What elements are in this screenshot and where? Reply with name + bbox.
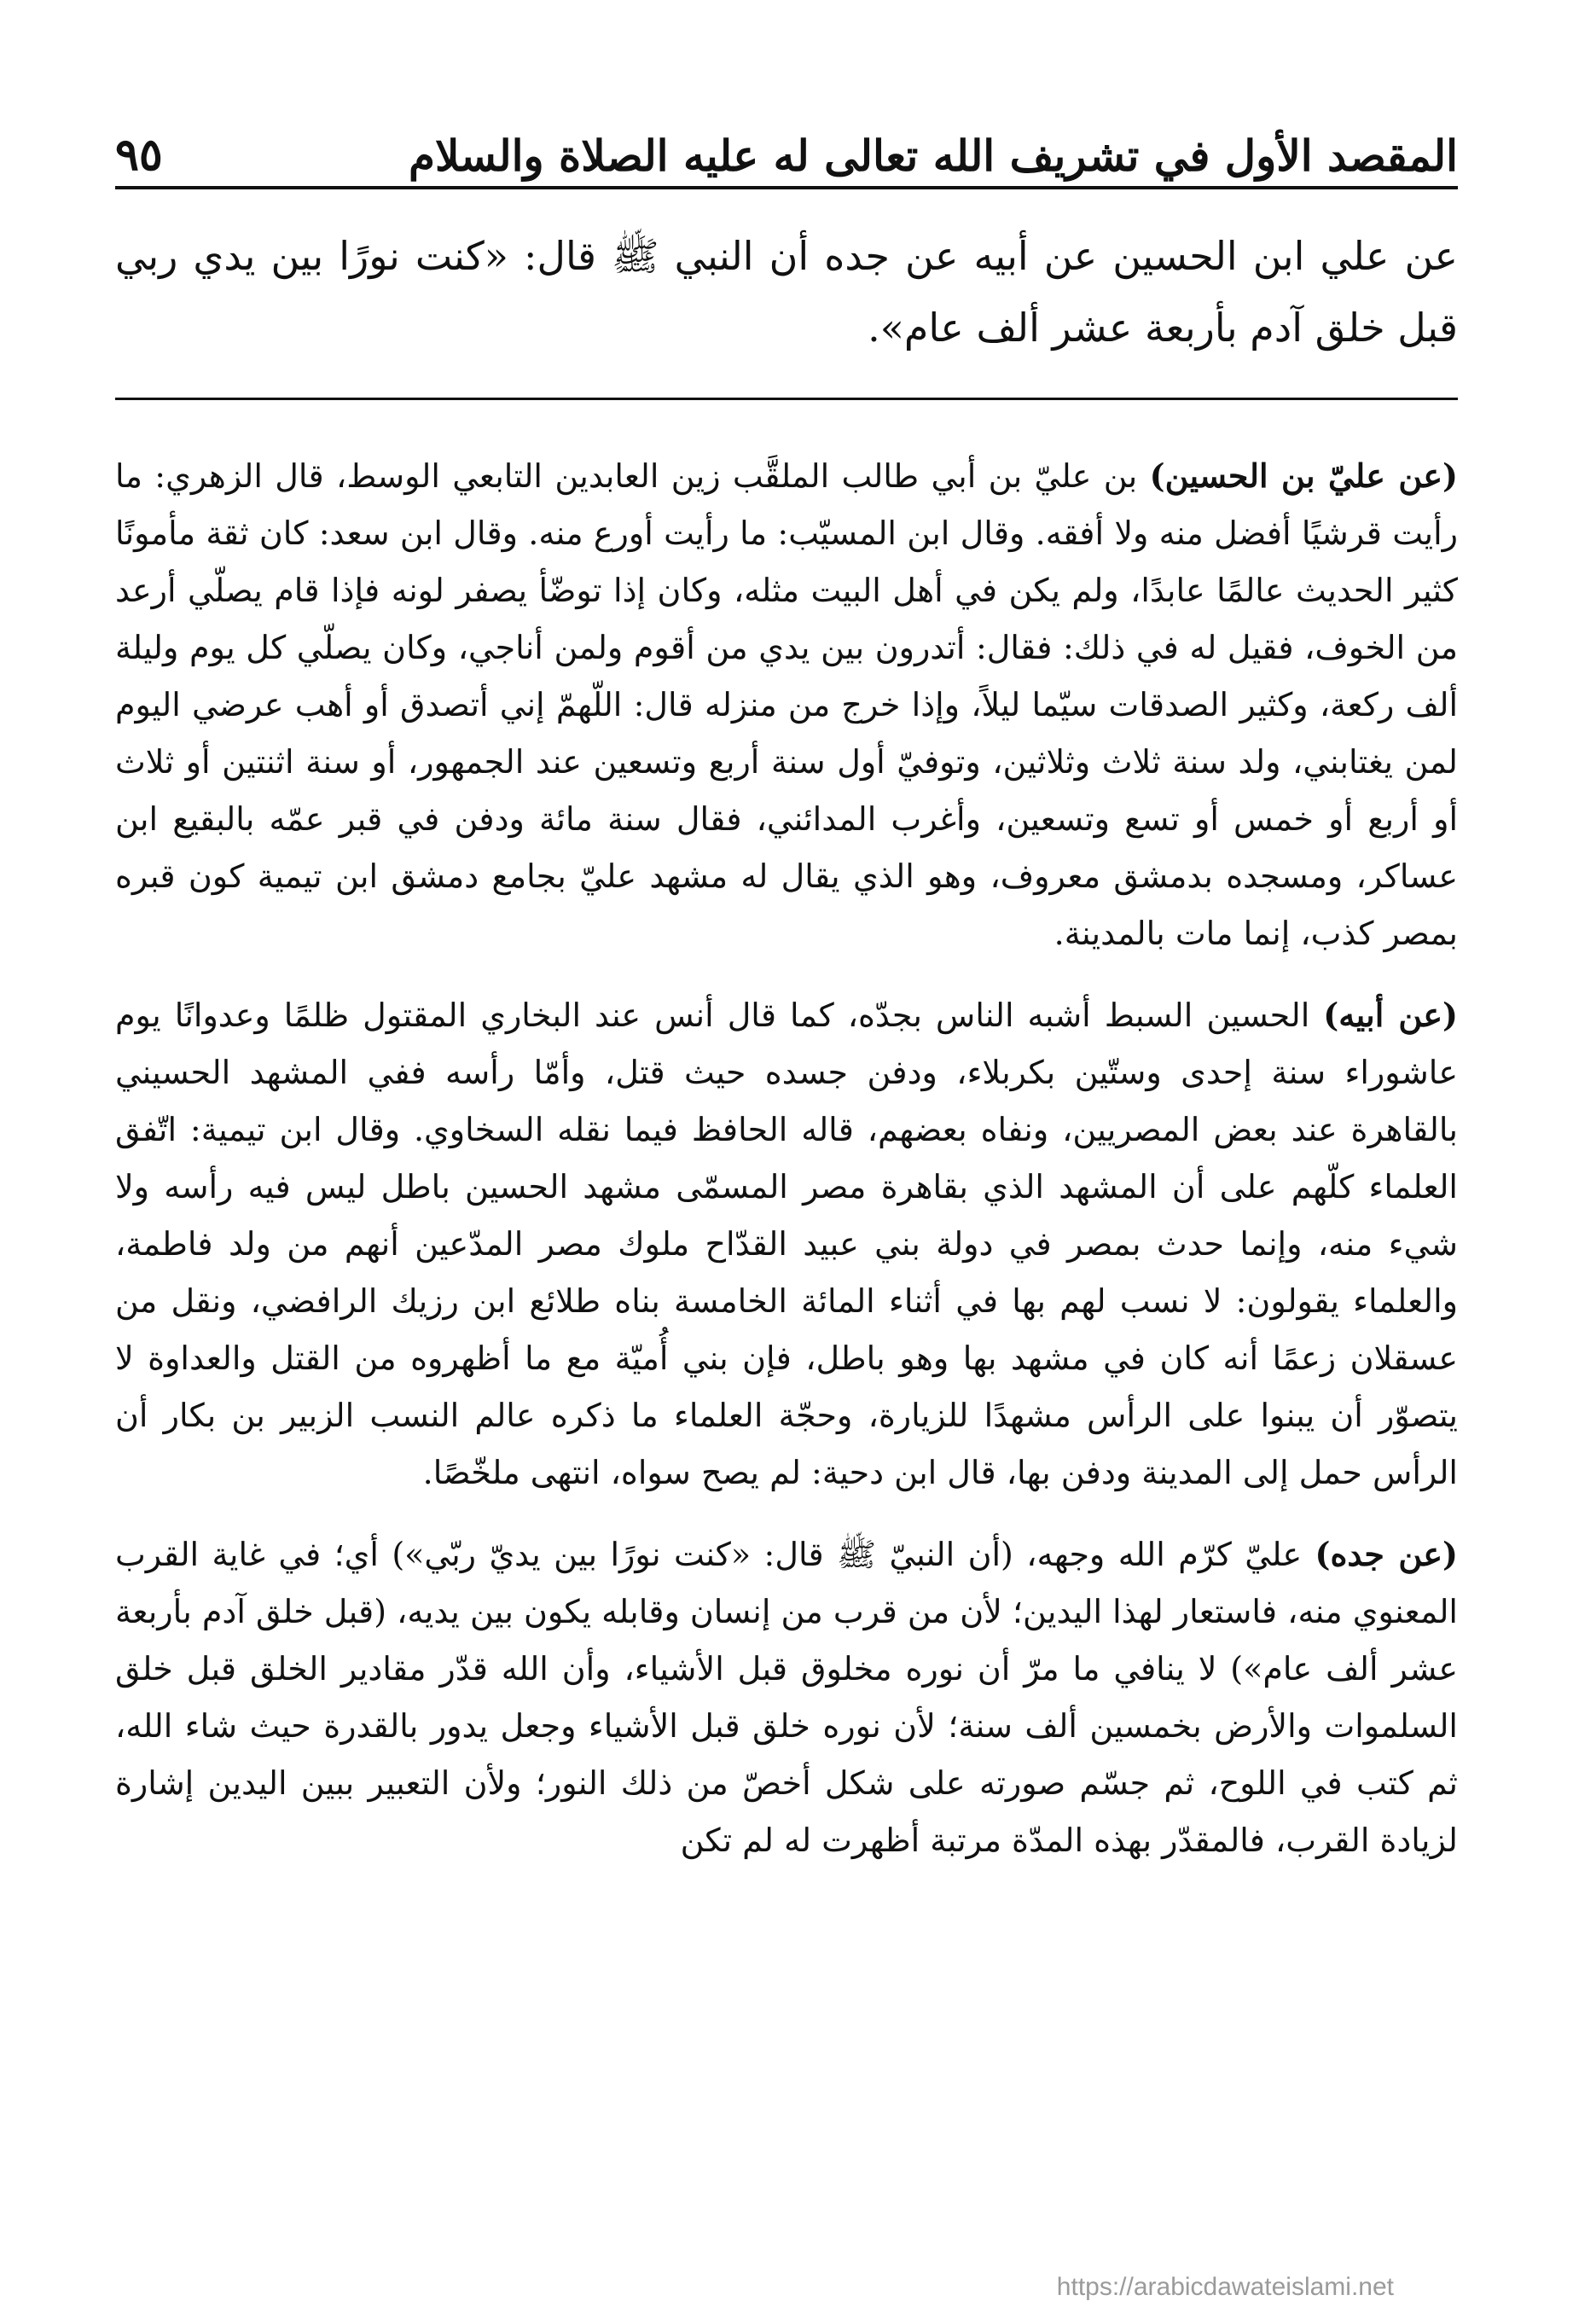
running-title: المقصد الأول في تشريف الله تعالى له عليه الصلاة والسلام	[408, 131, 1458, 181]
commentary-paragraph	[115, 1525, 1458, 1869]
commentary-lemma: (عن أبيه)	[1323, 996, 1458, 1034]
commentary-section	[115, 447, 1458, 1893]
page-header	[115, 101, 1458, 189]
commentary-paragraph	[115, 447, 1458, 962]
commentary-text: الحسين السبط أشبه الناس بجدّه، كما قال أنس عند البخاري المقتول ظلمًا وعدوانًا يوم عاشوراء سنة إحدى وستّين بكربلاء، ودفن جسده حيث قتل، وأمّا رأسه ففي المشهد الحسيني بالقاهرة عند بعض المصريين، ونفاه بعضهم، قاله الحافظ فيما نقله السخاوي. وقال ابن تيمية: اتّفق العلماء كلّهم على أن المشهد الذي بقاهرة مصر المسمّى مشهد الحسين باطل ليس فيه رأسه ولا شيء منه، وإنما حدث بمصر في دولة بني عبيد القدّاح ملوك مصر المدّعين أنهم من ولد فاطمة، والعلماء يقولون: لا نسب لهم بها في أثناء المائة الخامسة بناه طلائع ابن رزيك الرافضي، ونقل من عسقلان زعمًا أنه كان في مشهد بها وهو باطل، فإن بني أُميّة مع ما أظهروه من القتل والعداوة لا يتصوّر أن يبنوا على الرأس مشهدًا للزيارة، وحجّة العلماء ما ذكره عالم النسب الزبير بن بكار أن الرأس حمل إلى المدينة ودفن بها، قال ابن دحية: لم يصح سواه، انتهى ملخّصًا.	[115, 996, 1458, 1491]
commentary-text: عليّ كرّم الله وجهه، (أن النبيّ ﷺ قال: «كنت نورًا بين يديّ ربّي») أي؛ في غاية القرب المعنوي منه، فاستعار لهذا اليدين؛ لأن من قرب من إنسان وقابله يكون بين يديه، (قبل خلق آدم بأربعة عشر ألف عام») لا ينافي ما مرّ أن نوره مخلوق قبل الأشياء، وأن الله قدّر مقادير الخلق قبل خلق السلموات والأرض بخمسين ألف سنة؛ لأن نوره خلق قبل الأشياء وجعل يدور بالقدرة حيث شاء الله، ثم كتب في اللوح، ثم جسّم صورته على شكل أخصّ من ذلك النور؛ ولأن التعبير ببين اليدين إشارة لزيادة القرب، فالمقدّر بهذه المدّة مرتبة أظهرت له لم تكن	[115, 1536, 1458, 1859]
hadith-main-text: عن علي ابن الحسين عن أبيه عن جده أن النبي ﷺ قال: «كنت نورًا بين يدي ربي قبل خلق آدم بأربعة عشر ألف عام».	[115, 233, 1458, 351]
commentary-lemma: (عن عليّ بن الحسين)	[1149, 456, 1458, 495]
watermark-url: https://arabicdawateislami.net	[1056, 2273, 1394, 2301]
commentary-paragraph	[115, 986, 1458, 1502]
commentary-text: بن عليّ بن أبي طالب الملقَّب زين العابدين التابعي الوسط، قال الزهري: ما رأيت قرشيًا أفضل منه ولا أفقه. وقال ابن المسيّب: ما رأيت أورع منه. وقال ابن سعد: كان ثقة مأمونًا كثير الحديث عالمًا عابدًا، ولم يكن في أهل البيت مثله، وكان إذا توضّأ يصفر لونه فإذا قام يصلّي أرعد من الخوف، فقيل له في ذلك: فقال: أتدرون بين يدي من أقوم ولمن أناجي، وكان يصلّي كل يوم وليلة ألف ركعة، وكثير الصدقات سيّما ليلاً، وإذا خرج من منزله قال: اللّهمّ إني أتصدق أو أهب عرضي اليوم لمن يغتابني، ولد سنة ثلاث وثلاثين، وتوفيّ أول سنة أربع وتسعين عند الجمهور، أو سنة اثنتين أو ثلاث أو أربع أو خمس أو تسع وتسعين، وأغرب المدائني، فقال سنة مائة ودفن في قبر عمّه بالبقيع ابن عساكر، ومسجده بدمشق معروف، وهو الذي يقال له مشهد عليّ بجامع دمشق ابن تيمية كون قبره بمصر كذب، إنما مات بالمدينة.	[115, 457, 1458, 952]
commentary-lemma: (عن جده)	[1315, 1535, 1458, 1573]
section-divider	[115, 398, 1458, 400]
page-number: ٩٥	[115, 128, 163, 181]
